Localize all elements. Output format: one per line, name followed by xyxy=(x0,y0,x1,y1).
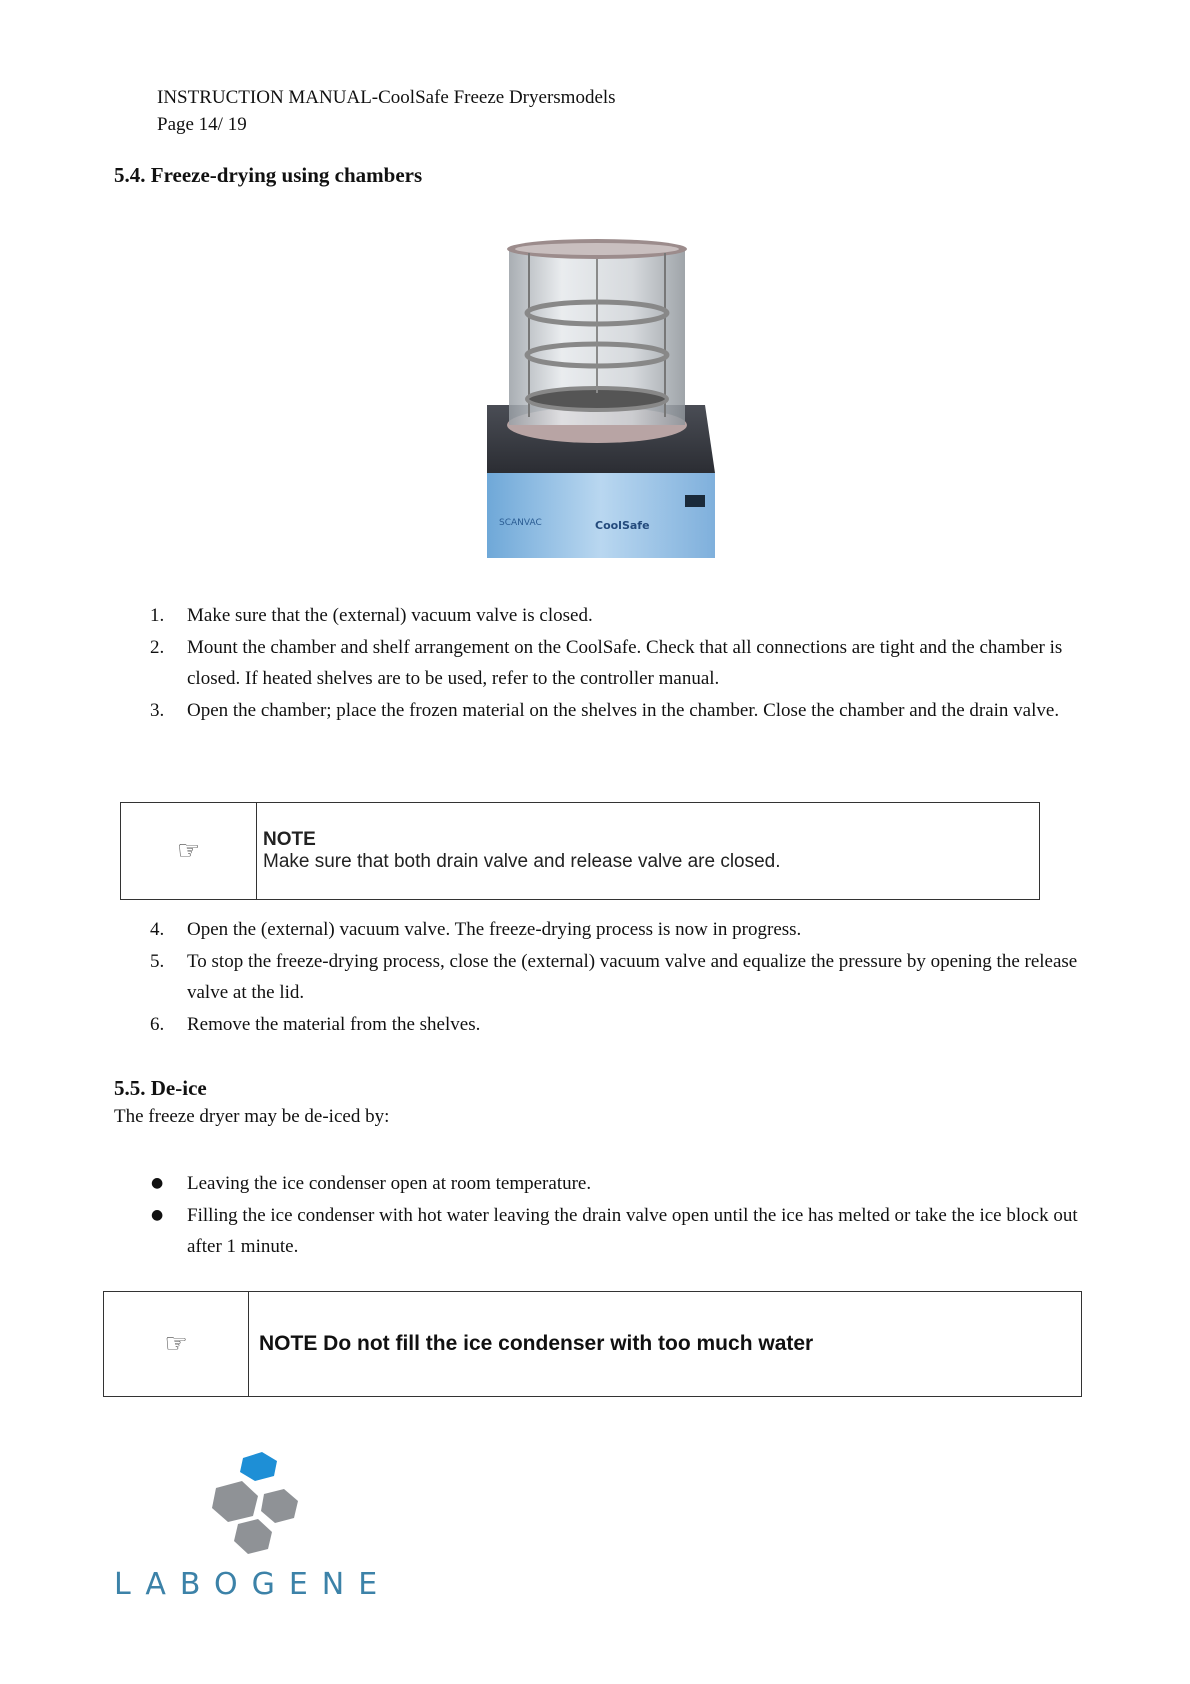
note-icon-cell xyxy=(104,1292,249,1396)
section-heading-5-5: 5.5. De-ice xyxy=(114,1076,207,1100)
list-item: 4. Open the (external) vacuum valve. The freeze-drying process is now in progress. xyxy=(150,919,802,940)
list-item: 5. To stop the freeze-drying process, close the (external) vacuum valve and equalize the pressure by opening the release valve at the lid. xyxy=(150,950,1078,1003)
steps-list-2 xyxy=(145,914,1085,1040)
page-number: Page 14/ 19 xyxy=(157,114,247,135)
list-item: ● Filling the ice condenser with hot water leaving the drain valve open until the ice has melted or take the ice block out after 1 minute. xyxy=(145,1200,1085,1263)
note-box-valves xyxy=(120,802,1040,900)
note-text: NOTE Do not fill the ice condenser with too much water xyxy=(259,1332,814,1355)
pointing-hand-icon: ☞ xyxy=(164,1329,188,1359)
note-icon-cell xyxy=(121,803,257,899)
logo-text: LABOGENE xyxy=(114,1567,392,1600)
bullet-icon: ● xyxy=(151,1175,164,1191)
list-item: 2. Mount the chamber and shelf arrangement on the CoolSafe. Check that all connections are tight and the chamber is closed. If heated shelves are to be used, refer to the controller manual. xyxy=(150,636,1063,689)
header-title: INSTRUCTION MANUAL-CoolSafe Freeze Dryersmodels xyxy=(157,87,616,108)
bullet-icon: ● xyxy=(151,1206,164,1223)
list-item: 6. Remove the material from the shelves. xyxy=(150,1013,481,1035)
section-heading-5-4: 5.4. Freeze-drying using chambers xyxy=(114,163,423,187)
list-item: ● Leaving the ice condenser open at room temperature. xyxy=(145,1168,1085,1200)
note-box-water xyxy=(103,1291,1082,1397)
list-item: 1. Make sure that the (external) vacuum valve is closed. xyxy=(150,605,593,626)
pointing-hand-icon: ☞ xyxy=(176,836,201,866)
freeze-dryer-photo xyxy=(487,233,717,558)
model-label: CoolSafe xyxy=(595,519,650,532)
document-header xyxy=(157,84,616,138)
deice-bullet-list xyxy=(145,1168,1085,1263)
note-text: Make sure that both drain valve and release valve are closed. xyxy=(263,851,781,872)
brand-label: SCANVAC xyxy=(499,518,542,528)
deice-intro: The freeze dryer may be de-iced by: xyxy=(114,1106,390,1127)
labogene-logo xyxy=(112,1448,412,1600)
note-text-cell xyxy=(257,803,1039,899)
steps-list-1 xyxy=(145,600,1085,726)
note-text-cell xyxy=(249,1292,1081,1396)
note-title: NOTE xyxy=(263,829,316,850)
list-item: 3. Open the chamber; place the frozen material on the shelves in the chamber. Close the chamber and the drain valve. xyxy=(150,699,1060,721)
